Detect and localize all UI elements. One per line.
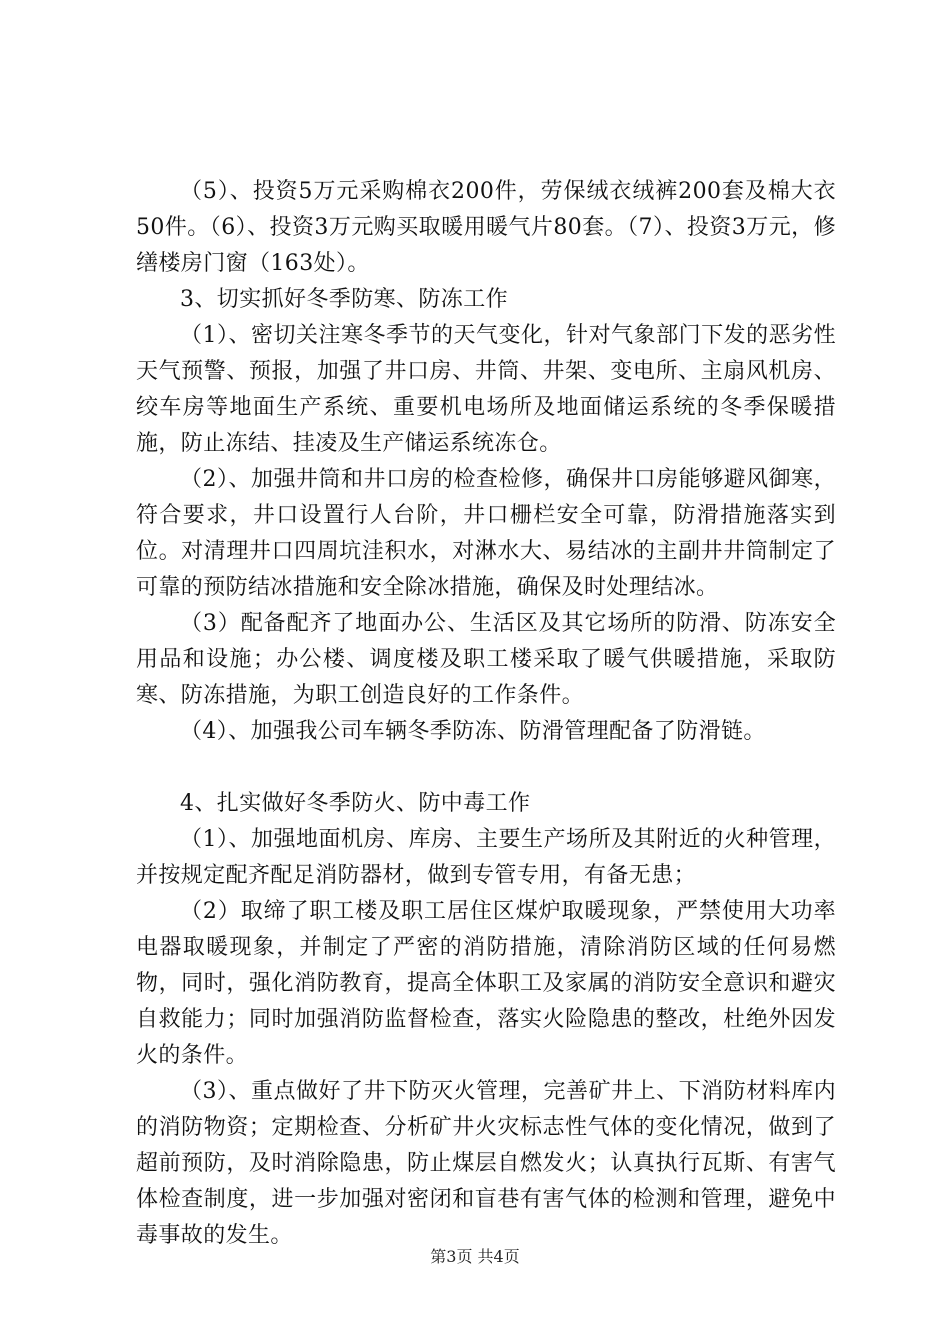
heading-cold-protection: 3、切实抓好冬季防寒、防冻工作 <box>180 287 508 312</box>
paragraph-weather-monitoring: （1）、密切关注寒冬季节的天气变化，针对气象部门下发的恶劣性天气预警、预报，加强了井口房、井筒、井架、变电所、主扇风机房、绞车房等地面生产系统、重要机电场所及地面储运系统的冬季保暖措施，防止冻结、挂凌及生产储运系统冻仓。 <box>136 323 836 456</box>
paragraph-safety-supplies: （3）配备配齐了地面办公、生活区及其它场所的防滑、防冻安全用品和设施；办公楼、调度楼及职工楼采取了暖气供暖措施，采取防寒、防冻措施，为职工创造良好的工作条件。 <box>136 611 836 708</box>
heading-fire-prevention: 4、扎实做好冬季防火、防中毒工作 <box>180 791 531 816</box>
paragraph-shaft-inspection: （2）、加强井筒和井口房的检查检修，确保井口房能够避风御寒，符合要求，井口设置行人台阶，井口栅栏安全可靠，防滑措施落实到位。对清理井口四周坑洼积水，对淋水大、易结冰的主副井井筒制定了可靠的预防结冰措施和安全除冰措施，确保及时处理结冰。 <box>136 467 836 600</box>
paragraph-coal-stove-ban: （2）取缔了职工楼及职工居住区煤炉取暖现象，严禁使用大功率电器取暖现象，并制定了严密的消防措施，清除消防区域的任何易燃物，同时，强化消防教育，提高全体职工及家属的消防安全意识和避灾自救能力；同时加强消防监督检查，落实火险隐患的整改，杜绝外因发火的条件。 <box>136 899 836 1068</box>
paragraph-purchases: （5）、投资5万元采购棉衣200件，劳保绒衣绒裤200套及棉大衣50件。（6）、投资3万元购买取暖用暖气片80套。（7）、投资3万元，修缮楼房门窗（163处）。 <box>136 179 836 276</box>
document-body <box>136 174 836 1254</box>
page-number-footer: 第3页 共4页 <box>430 1247 520 1266</box>
paragraph-underground-fire-management: （3）、重点做好了井下防灭火管理，完善矿井上、下消防材料库内的消防物资；定期检查、分析矿井火灾标志性气体的变化情况，做到了超前预防，及时消除隐患，防止煤层自燃发火；认真执行瓦斯、有害气体检查制度，进一步加强对密闭和盲巷有害气体的检测和管理，避免中毒事故的发生。 <box>136 1079 836 1248</box>
paragraph-vehicle-chains: （4）、加强我公司车辆冬季防冻、防滑管理配备了防滑链。 <box>180 719 766 744</box>
paragraph-spacer <box>136 750 836 786</box>
paragraph-fire-source-management: （1）、加强地面机房、库房、主要生产场所及其附近的火种管理，并按规定配齐配足消防器材，做到专管专用，有备无患； <box>136 827 836 888</box>
